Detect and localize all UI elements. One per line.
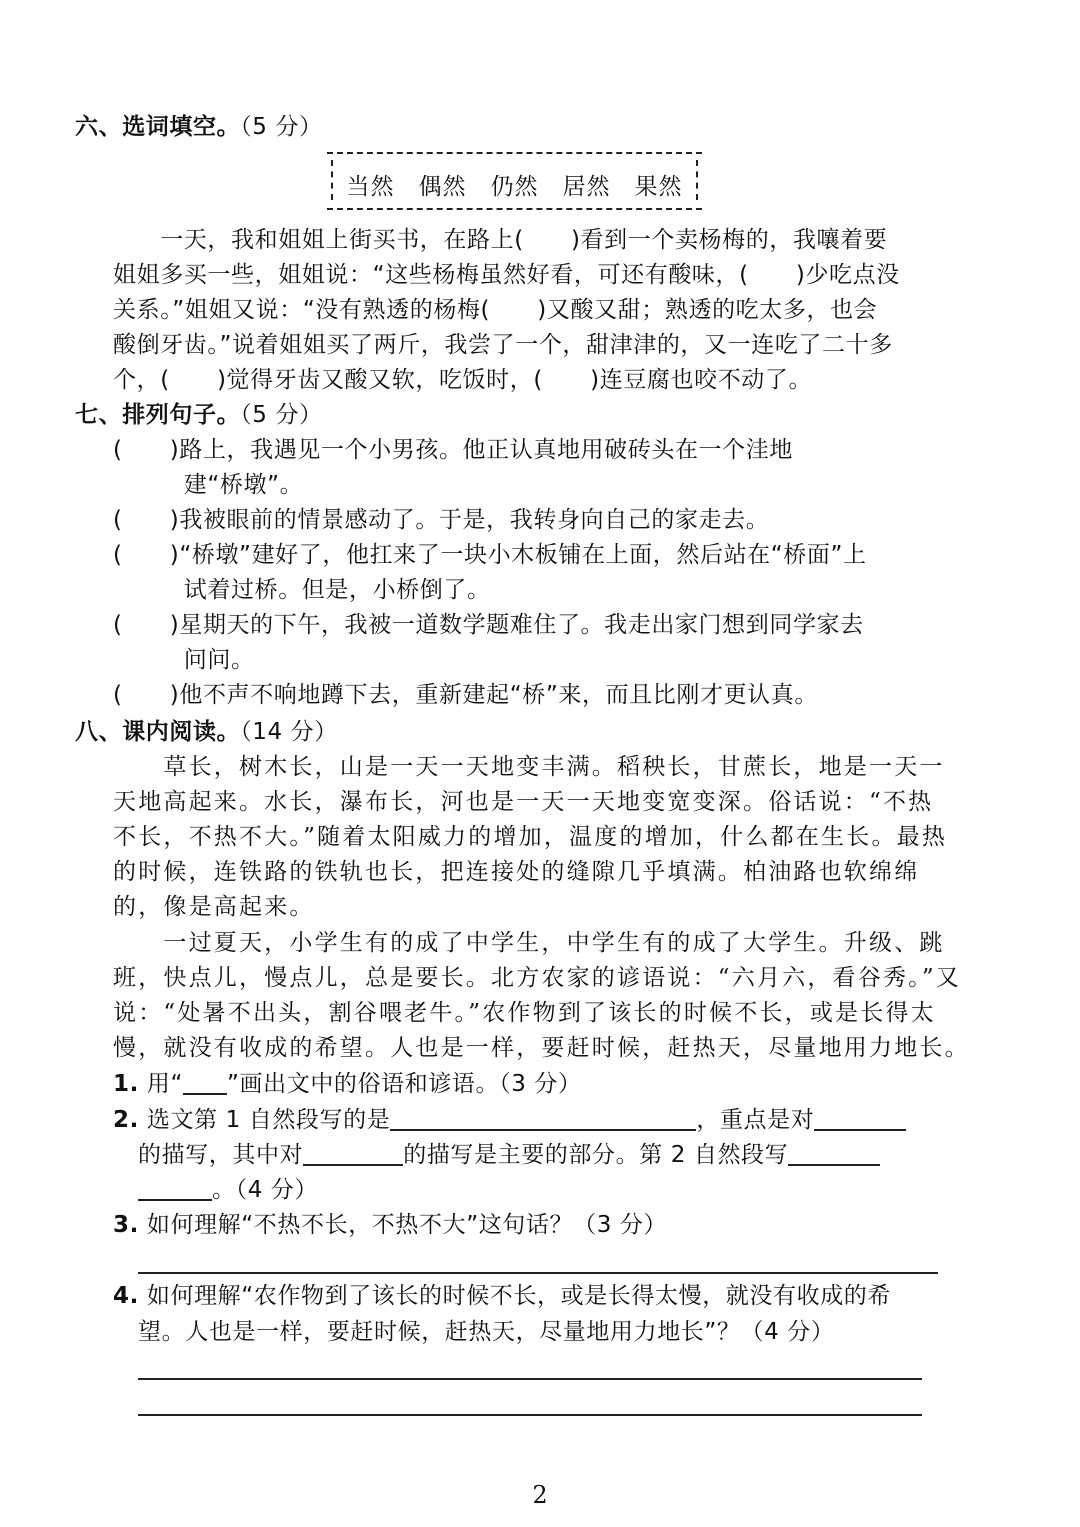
question-2-text-c: 的描写，其中对 [138, 1142, 304, 1168]
passage-line: 不长，不热不大。”随着太阳威力的增加，温度的增加，什么都在生长。最热 [113, 824, 948, 850]
section6-heading [75, 113, 885, 141]
sentence-item: ( )路上，我遇见一个小男孩。他正认真地用破砖头在一个洼地 [113, 437, 793, 463]
section8-score: （14 分） [240, 719, 338, 745]
sentence-item-cont: 问问。 [113, 647, 255, 673]
passage-line: 的，像是高起来。 [113, 894, 315, 920]
section7-heading [75, 401, 885, 429]
question-2-number: 2. [113, 1107, 139, 1133]
sentence-item: ( )我被眼前的情景感动了。于是，我转身向自己的家走去。 [113, 507, 770, 533]
section6-score: （5 分） [240, 114, 323, 140]
answer-blank[interactable] [814, 1107, 906, 1131]
question-1 [113, 1070, 923, 1098]
question-1-text-b: ”画出文中的俗语和谚语。（3 分） [227, 1071, 582, 1097]
section6-line: 酸倒牙齿。”说着姐姐买了两斤，我尝了一个，甜津津的，又一连吃了二十多 [113, 332, 893, 358]
section8-heading [75, 718, 885, 746]
answer-blank[interactable] [788, 1142, 880, 1166]
section6-line: 关系。”姐姐又说：“没有熟透的杨梅( )又酸又甜；熟透的吃太多，也会 [113, 297, 878, 323]
question-1-number: 1. [113, 1071, 139, 1097]
section7-score: （5 分） [240, 402, 323, 428]
question-4-text-1: 如何理解“农作物到了该长的时候不长，或是长得太慢，就没有收成的希 [146, 1283, 891, 1309]
word-bank: 当然 偶然 仍然 居然 果然 [346, 174, 683, 200]
question-4 [113, 1282, 923, 1310]
section8-title: 八、课内阅读。 [75, 719, 241, 745]
section7-title: 七、排列句子。 [75, 402, 241, 428]
sentence-item: ( )“桥墩”建好了，他扛来了一块小木板铺在上面，然后站在“桥面”上 [113, 542, 867, 568]
answer-line[interactable] [138, 1272, 938, 1274]
sentence-item: ( )星期天的下午，我被一道数学题难住了。我走出家门想到同学家去 [113, 612, 864, 638]
answer-blank[interactable] [303, 1142, 403, 1166]
section6-line: 姐姐多买一些，姐姐说：“这些杨梅虽然好看，可还有酸味，( )少吃点没 [113, 262, 900, 288]
answer-line[interactable] [138, 1378, 922, 1380]
question-3-number: 3. [113, 1212, 139, 1238]
passage-line: 慢，就没有收成的希望。人也是一样，要赶时候，赶热天，尽量地用力地长。 [113, 1035, 970, 1061]
word-bank-box [327, 152, 702, 210]
question-2-end [138, 1176, 948, 1204]
question-2-text-b: ，重点是对 [696, 1107, 815, 1133]
section6-line: 个，( )觉得牙齿又酸又软，吃饭时，( )连豆腐也咬不动了。 [113, 367, 813, 393]
answer-blank[interactable] [138, 1177, 212, 1201]
sentence-item-cont: 试着过桥。但是，小桥倒了。 [113, 577, 491, 603]
question-2-text-e: 。（4 分） [212, 1177, 319, 1203]
question-3-text: 如何理解“不热不长，不热不大”这句话？（3 分） [146, 1212, 668, 1238]
question-4-text-2: 望。人也是一样，要赶时候，赶热天，尽量地用力地长”？（4 分） [138, 1319, 835, 1345]
answer-blank[interactable] [390, 1107, 696, 1131]
section6-line: 一天，我和姐姐上街买书，在路上( )看到一个卖杨梅的，我嚷着要 [113, 227, 888, 253]
passage-line: 说：“处暑不出头，割谷喂老牛。”农作物到了该长的时候不长，或是长得太 [113, 1000, 936, 1026]
question-1-text-a: 用“ [146, 1071, 183, 1097]
section6-title: 六、选词填空。 [75, 114, 241, 140]
underline-sample [183, 1071, 227, 1095]
answer-line[interactable] [138, 1414, 922, 1416]
question-2-text-d: 的描写是主要的部分。第 2 自然段写 [403, 1142, 789, 1168]
question-2 [113, 1106, 923, 1134]
passage-line: 班，快点儿，慢点儿，总是要长。北方农家的谚语说：“六月六，看谷秀。”又 [113, 965, 962, 991]
passage-line: 的时候，连铁路的铁轨也长，把连接处的缝隙几乎填满。柏油路也软绵绵 [113, 859, 920, 885]
sentence-item: ( )他不声不响地蹲下去，重新建起“桥”来，而且比刚才更认真。 [113, 682, 818, 708]
question-3 [113, 1211, 923, 1239]
question-2-cont [138, 1141, 948, 1169]
page-number: 2 [532, 1481, 548, 1509]
passage-line: 草长，树木长，山是一天一天地变丰满。稻秧长，甘蔗长，地是一天一 [113, 754, 945, 780]
sentence-item-cont: 建“桥墩”。 [113, 472, 304, 498]
question-2-text-a: 选文第 1 自然段写的是 [146, 1107, 391, 1133]
passage-line: 一过夏天，小学生有的成了中学生，中学生有的成了大学生。升级、跳 [113, 930, 945, 956]
passage-line: 天地高起来。水长，瀑布长，河也是一天一天地变宽变深。俗话说：“不热 [113, 789, 934, 815]
question-4-number: 4. [113, 1283, 139, 1309]
